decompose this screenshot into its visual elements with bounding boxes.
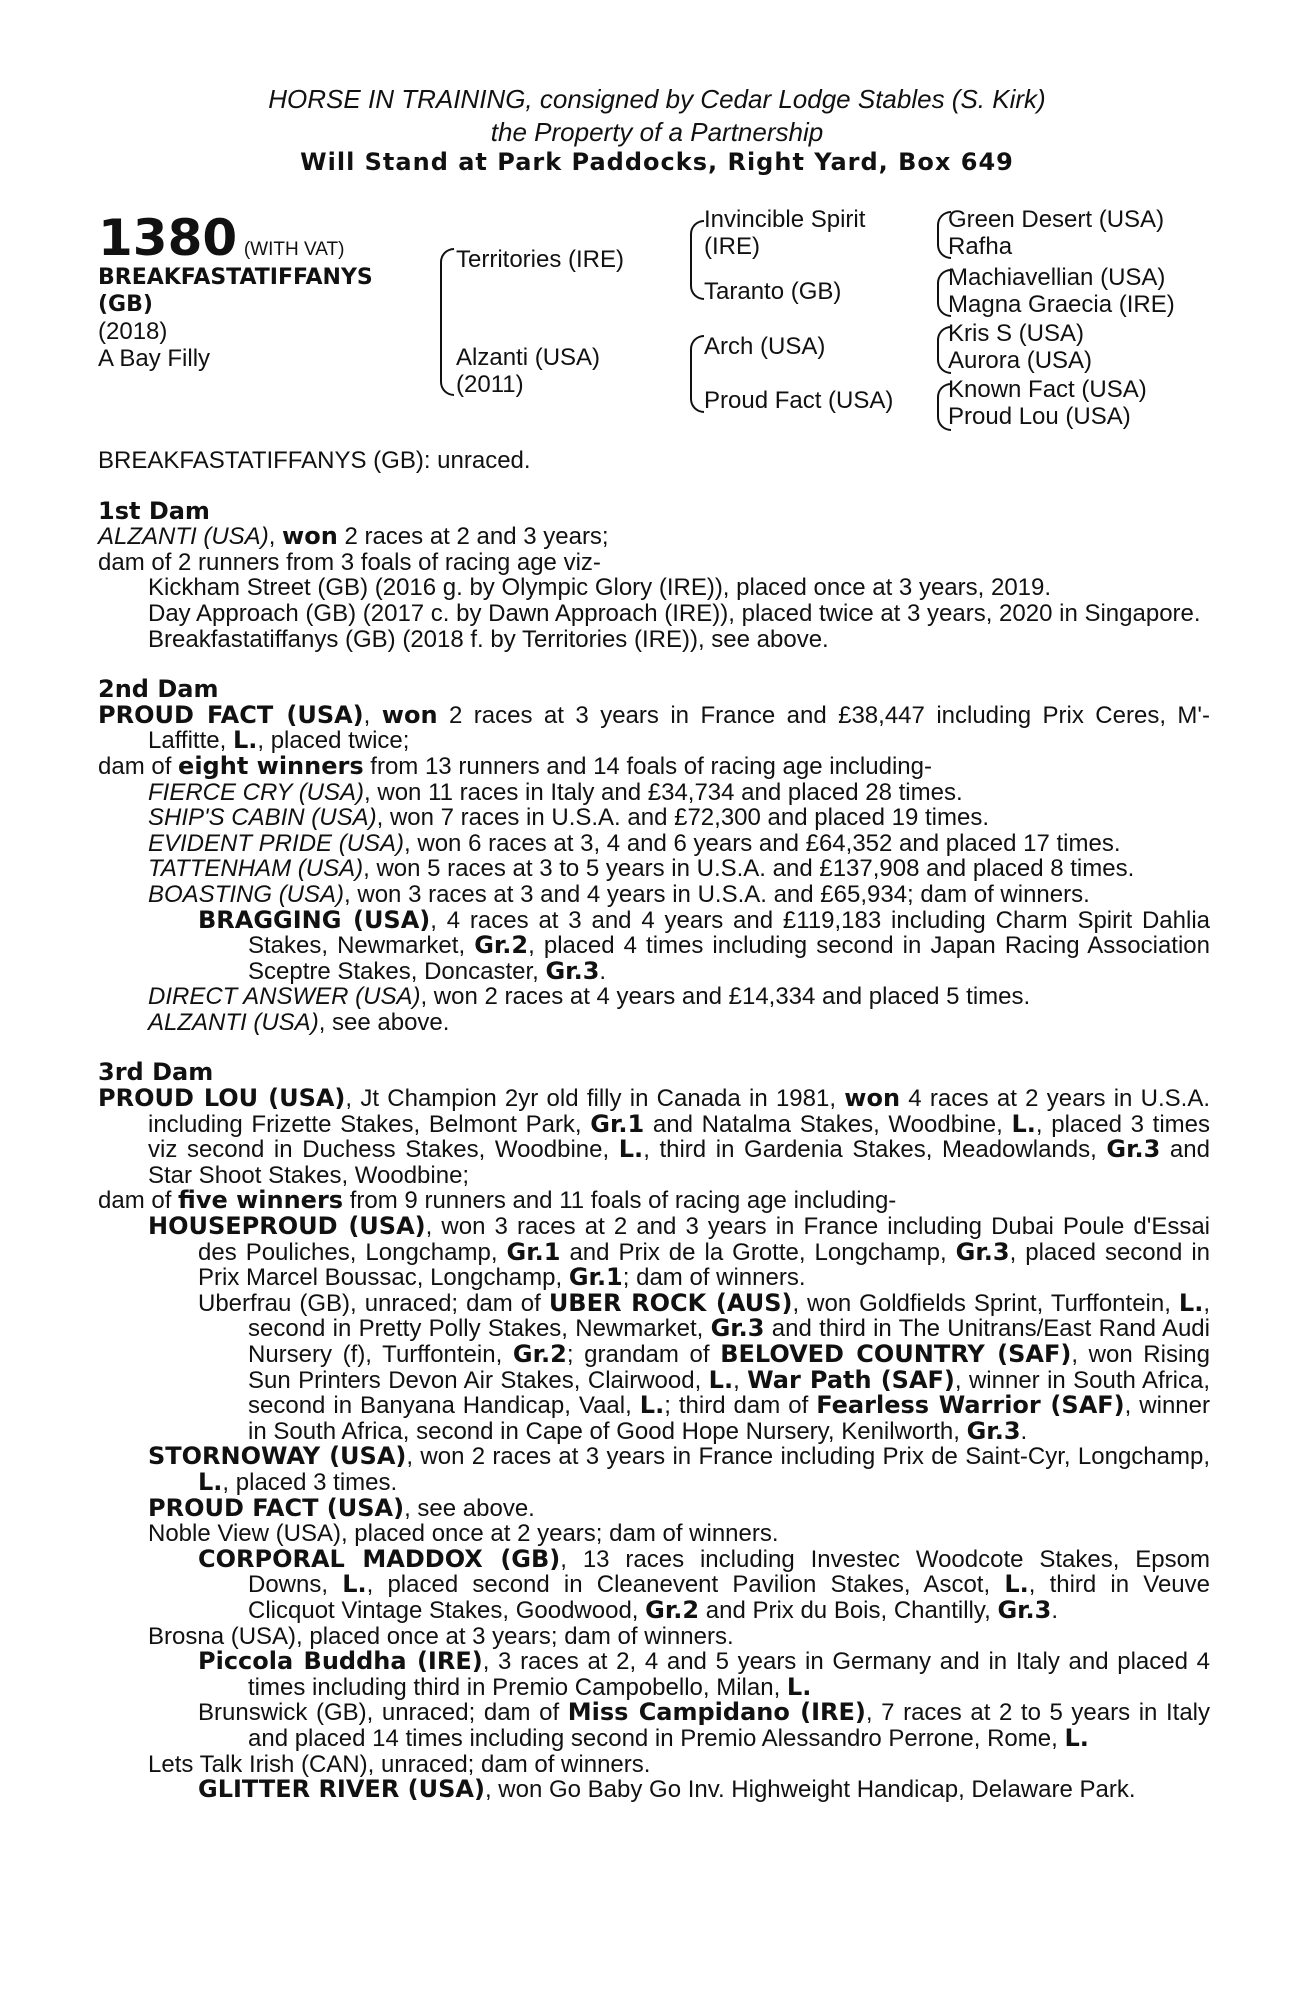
- produce-item: Brosna (USA), placed once at 3 years; dam of winners.: [148, 1622, 734, 1650]
- pedigree-brace-2a: [690, 220, 704, 300]
- third-dam-record: PROUD LOU (USA), Jt Champion 2yr old filly in Canada in 1981, won 4 races at 2 years in U.S.A. including Frizette Stakes, Belmont Park, Gr.1 and Natalma Stakes, Woodbine, L., placed 3 times viz second in Duchess Stakes, Woodbine, L., third in Gardenia Stakes, Meadowlands, Gr.3 and Star Shoot Stakes, Woodbine;: [98, 1084, 1211, 1189]
- dam-year: (2011): [456, 371, 524, 398]
- great-grandsire-3: Kris S (USA): [948, 320, 1085, 347]
- produce-item: GLITTER RIVER (USA), won Go Baby Go Inv. Highweight Handicap, Delaware Park.: [198, 1775, 1136, 1804]
- great-granddam-3: Aurora (USA): [948, 347, 1093, 374]
- produce-item: Breakfastatiffanys (GB) (2018 f. by Territories (IRE)), see above.: [148, 625, 829, 653]
- produce-item: SHIP'S CABIN (USA), won 7 races in U.S.A. and £72,300 and placed 19 times.: [148, 804, 989, 832]
- produce-item: EVIDENT PRIDE (USA), won 6 races at 3, 4 and 6 years and £64,352 and placed 17 times.: [148, 829, 1121, 857]
- produce-item: Kickham Street (GB) (2016 g. by Olympic Glory (IRE)), placed once at 3 years, 2019.: [148, 574, 1052, 602]
- great-grandsire-2: Machiavellian (USA): [948, 264, 1166, 291]
- granddam-2: Proud Fact (USA): [704, 387, 894, 414]
- consignor-line: HORSE IN TRAINING, consigned by Cedar Lodge Stables (S. Kirk): [268, 84, 1046, 114]
- first-dam-record: ALZANTI (USA), won 2 races at 2 and 3 years;: [98, 522, 609, 551]
- produce-item: Noble View (USA), placed once at 2 years; dam of winners.: [148, 1520, 779, 1548]
- horse-country: (GB): [98, 292, 153, 317]
- produce-item: Uberfrau (GB), unraced; dam of UBER ROCK (AUS), won Goldfields Sprint, Turffontein, L., second in Pretty Polly Stakes, Newmarket, Gr.3 and third in The Unitrans/East Rand Audi Nursery (f), Turffontein, Gr.2; grandam of BELOVED COUNTRY (SAF), won Rising Sun Printers Devon Air Stakes, Clairwood, L., War Path (SAF), winner in South Africa, second in Banyana Handicap, Vaal, L.; third dam of Fearless Warrior (SAF), winner in South Africa, second in Cape of Good Hope Nursery, Kenilworth, Gr.3.: [198, 1288, 1210, 1445]
- great-granddam-4: Proud Lou (USA): [948, 403, 1131, 430]
- grandsire-2: Arch (USA): [704, 333, 826, 360]
- first-dam-heading: 1st Dam: [98, 496, 210, 525]
- pedigree-brace-2b: [690, 335, 704, 413]
- location-line: Will Stand at Park Paddocks, Right Yard, Box 649: [300, 148, 1014, 176]
- second-dam-heading: 2nd Dam: [98, 675, 219, 704]
- produce-item: FIERCE CRY (USA), won 11 races in Italy and £34,734 and placed 28 times.: [148, 778, 963, 806]
- grandsire-1-country: (IRE): [704, 233, 760, 260]
- sire: Territories (IRE): [456, 246, 625, 273]
- produce-item: STORNOWAY (USA), won 2 races at 3 years in France including Prix de Saint-Cyr, Longchamp, L., placed 3 times.: [148, 1442, 1211, 1496]
- third-dam-heading: 3rd Dam: [98, 1058, 214, 1087]
- second-dam-produce-intro: dam of eight winners from 13 runners and 14 foals of racing age including-: [98, 751, 932, 780]
- produce-item: Piccola Buddha (IRE), 3 races at 2, 4 and 5 years in Germany and in Italy and placed 4 times including third in Premio Campobello, Milan, L.: [198, 1647, 1210, 1701]
- great-grandsire-4: Known Fact (USA): [948, 376, 1147, 403]
- produce-item: BOASTING (USA), won 3 races at 3 and 4 years in U.S.A. and £65,934; dam of winners.: [148, 880, 1090, 908]
- produce-item: Lets Talk Irish (CAN), unraced; dam of winners.: [148, 1750, 651, 1778]
- produce-item: Brunswick (GB), unraced; dam of Miss Campidano (IRE), 7 races at 2 to 5 years in Italy and placed 14 times including second in Premio Alessandro Perrone, Rome, L.: [198, 1698, 1210, 1752]
- dam: Alzanti (USA): [456, 344, 601, 371]
- great-granddam-2: Magna Graecia (IRE): [948, 291, 1175, 318]
- lot-number: 1380: [98, 209, 238, 267]
- great-granddam-1: Rafha: [948, 233, 1013, 260]
- horse-description: A Bay Filly: [98, 345, 211, 372]
- property-line: the Property of a Partnership: [490, 117, 824, 147]
- produce-item: DIRECT ANSWER (USA), won 2 races at 4 years and £14,334 and placed 5 times.: [148, 983, 1031, 1011]
- pedigree-notes: [98, 448, 1210, 1803]
- horse-year: (2018): [98, 318, 168, 345]
- first-dam-produce-intro: dam of 2 runners from 3 foals of racing age viz-: [98, 548, 601, 576]
- race-record-summary: BREAKFASTATIFFANYS (GB): unraced.: [98, 447, 531, 474]
- granddam-1: Taranto (GB): [704, 278, 842, 305]
- great-grandsire-1: Green Desert (USA): [948, 206, 1165, 233]
- lot-number-row: [98, 210, 344, 266]
- third-dam-produce-intro: dam of five winners from 9 runners and 11 foals of racing age including-: [98, 1186, 897, 1215]
- produce-item: CORPORAL MADDOX (GB), 13 races including Investec Woodcote Stakes, Epsom Downs, L., placed second in Cleanevent Pavilion Stakes, Ascot, L., third in Veuve Clicquot Vintage Stakes, Goodwood, Gr.2 and Prix du Bois, Chantilly, Gr.3.: [198, 1544, 1210, 1624]
- produce-item: PROUD FACT (USA), see above.: [148, 1493, 535, 1522]
- produce-item: HOUSEPROUD (USA), won 3 races at 2 and 3 years in France including Dubai Poule d'Essai des Pouliches, Longchamp, Gr.1 and Prix de la Grotte, Longchamp, Gr.3, placed second in Prix Marcel Boussac, Longchamp, Gr.1; dam of winners.: [148, 1212, 1211, 1292]
- horse-name: BREAKFASTATIFFANYS: [98, 265, 373, 290]
- pedigree-brace-1: [440, 248, 454, 396]
- produce-item: Day Approach (GB) (2017 c. by Dawn Approach (IRE)), placed twice at 3 years, 2020 in Singapore.: [148, 599, 1201, 627]
- produce-item: ALZANTI (USA), see above.: [148, 1008, 450, 1036]
- second-dam-record: PROUD FACT (USA), won 2 races at 3 years in France and £38,447 including Prix Ceres, M'-Laffitte, L., placed twice;: [98, 700, 1210, 755]
- vat-note: (WITH VAT): [243, 239, 345, 260]
- produce-item: BRAGGING (USA), 4 races at 3 and 4 years and £119,183 including Charm Spirit Dahlia Stakes, Newmarket, Gr.2, placed 4 times including second in Japan Racing Association Sceptre Stakes, Doncaster, Gr.3.: [198, 905, 1211, 985]
- grandsire-1: Invincible Spirit: [704, 206, 866, 233]
- produce-item: TATTENHAM (USA), won 5 races at 3 to 5 years in U.S.A. and £137,908 and placed 8 times.: [148, 855, 1135, 883]
